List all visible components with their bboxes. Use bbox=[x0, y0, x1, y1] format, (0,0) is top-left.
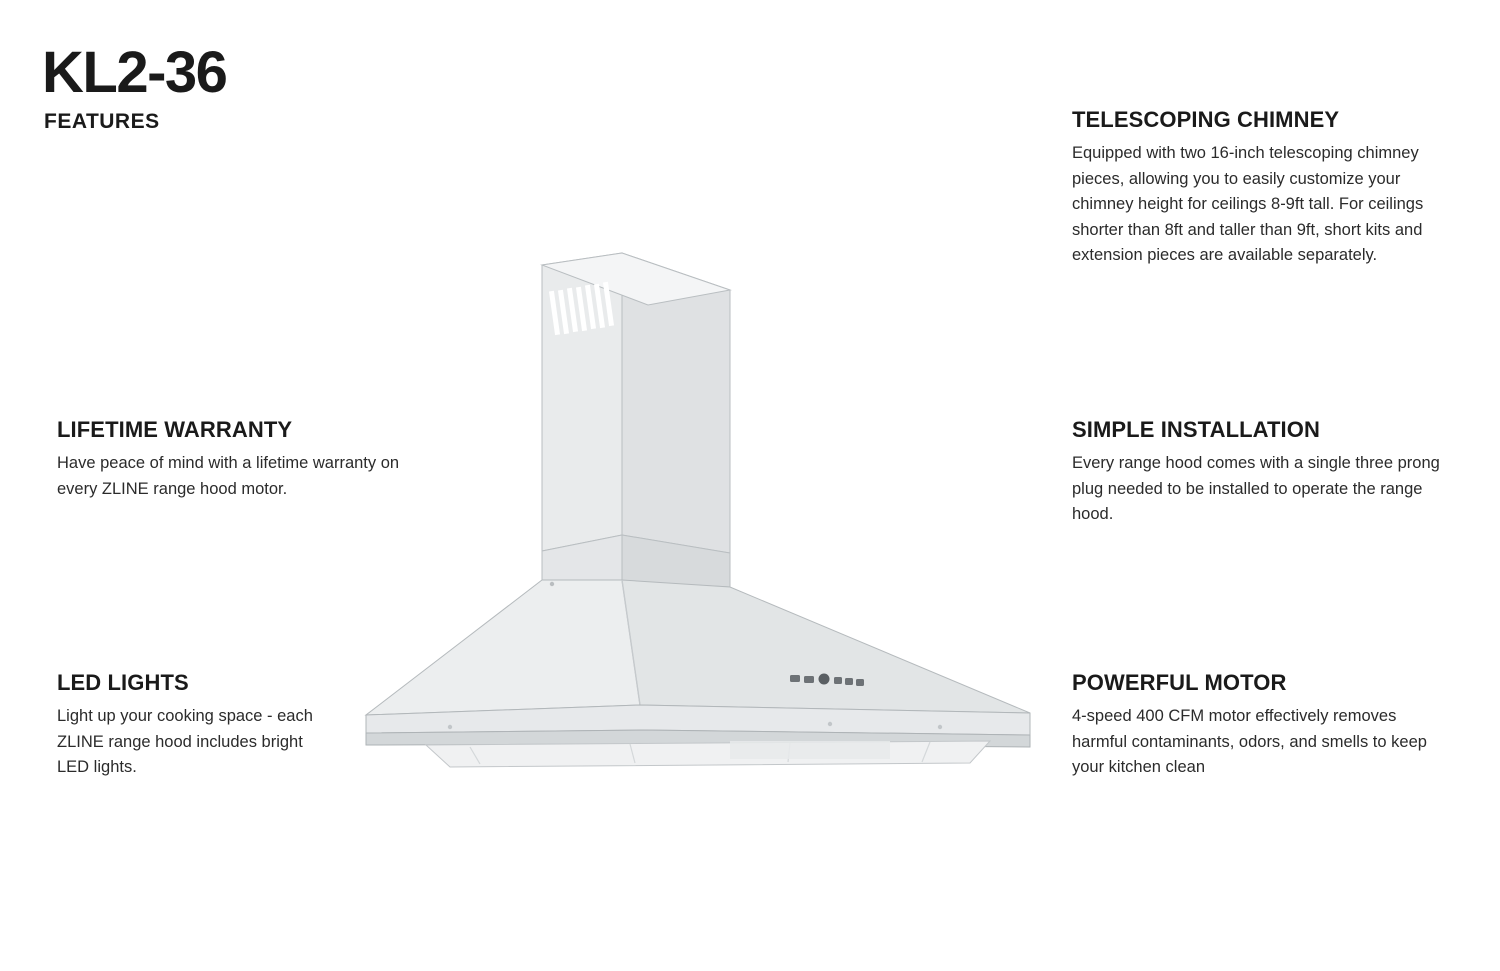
feature-body: Light up your cooking space - each ZLINE range hood includes bright LED lights. bbox=[57, 707, 313, 777]
feature-title: SIMPLE INSTALLATION bbox=[1072, 417, 1320, 442]
feature-title: LED LIGHTS bbox=[57, 670, 189, 695]
feature-simple-installation bbox=[1072, 418, 1447, 528]
page-header bbox=[42, 40, 227, 134]
feature-telescoping-chimney bbox=[1072, 108, 1447, 269]
feature-title: TELESCOPING CHIMNEY bbox=[1072, 107, 1340, 132]
feature-title: POWERFUL MOTOR bbox=[1072, 670, 1287, 695]
feature-body: Equipped with two 16-inch telescoping chimney pieces, allowing you to easily customize your chimney height for ceilings 8-9ft tall. For ceilings shorter than 8ft and taller than 9ft, short kits and extension pieces are available separately. bbox=[1072, 144, 1424, 265]
hood-filter-underside bbox=[426, 741, 990, 767]
hood-base-rim bbox=[366, 705, 1030, 747]
feature-body: 4-speed 400 CFM motor effectively removes harmful contaminants, odors, and smells to keep your kitchen clean bbox=[1072, 707, 1427, 777]
range-hood-illustration bbox=[330, 235, 1050, 780]
page-title: KL2-36 bbox=[42, 40, 227, 105]
feature-body: Have peace of mind with a lifetime warranty on every ZLINE range hood motor. bbox=[57, 454, 400, 498]
hood-canopy bbox=[366, 580, 1030, 717]
features-subtitle: FEATURES bbox=[44, 110, 160, 133]
feature-led-lights bbox=[57, 671, 332, 781]
feature-powerful-motor bbox=[1072, 671, 1447, 781]
feature-body: Every range hood comes with a single three prong plug needed to be installed to operate the range hood. bbox=[1072, 454, 1440, 524]
feature-title: LIFETIME WARRANTY bbox=[57, 417, 293, 442]
